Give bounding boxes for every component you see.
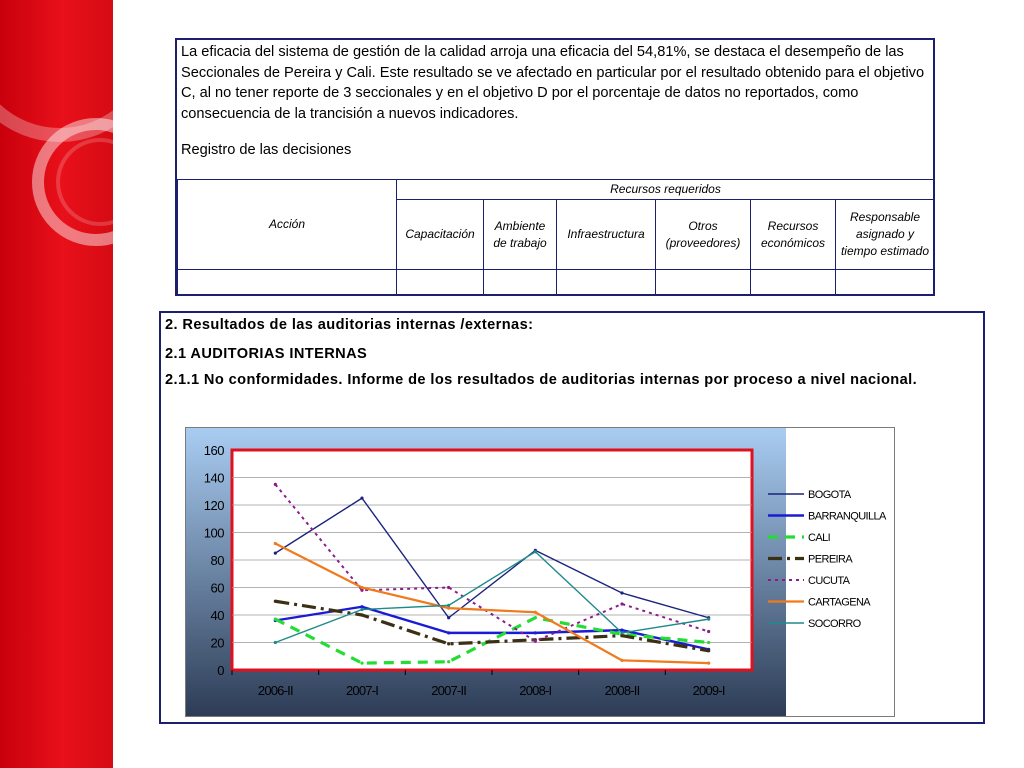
data-point-cucuta [360,589,363,592]
data-point-cartagena [360,586,363,589]
table-cell [484,270,557,295]
chart-frame [185,427,895,717]
data-point-pereira [447,642,450,645]
efficacy-paragraph: La eficacia del sistema de gestión de la calidad arroja una eficacia del 54,81%, se destaca el desempeño de las Seccionales de Pereira y Cali. Este resultado se ve afectado en particular por el resultado obtenido para el objetivo C, al no tener reporte de 3 seccionales y en el objetivo D por el porcentaje de datos no reportados, como consecuencia de la trancisión a nuevos indicadores. [181,44,925,122]
legend-label-cartagena: CARTAGENA [808,596,871,609]
audit-results-box [159,311,985,724]
audit-heading: 2. Resultados de las auditorias internas /externas: [165,317,534,333]
y-tick-label: 120 [203,498,224,513]
data-point-cucuta [534,640,537,643]
recursos-requeridos-header: Recursos requeridos [397,180,935,200]
table-cell [751,270,836,295]
legend-label-bogota: BOGOTA [808,489,851,501]
data-point-cucuta [707,630,710,633]
x-tick-label: 2008-II [604,683,640,698]
col-otros-proveedores: Otros (proveedores) [656,200,751,270]
x-tick-label: 2009-I [692,683,725,698]
data-point-pereira [274,600,277,603]
x-tick-label: 2006-II [257,683,293,698]
col-responsable: Responsable asignado y tiempo estimado [836,200,935,270]
data-point-cali [707,641,710,644]
data-point-barranquilla [534,631,537,634]
data-point-bogota [447,616,450,619]
legend-label-cucuta: CUCUTA [808,575,850,587]
decorative-sidebar [0,0,113,768]
data-point-cartagena [620,659,623,662]
data-point-cartagena [534,611,537,614]
data-point-barranquilla [360,605,363,608]
table-cell [397,270,484,295]
data-point-cucuta [447,586,450,589]
decisions-label: Registro de las decisiones [181,142,352,158]
col-ambiente-trabajo: Ambiente de trabajo [484,200,557,270]
y-tick-label: 80 [210,553,224,568]
quality-summary-box [175,38,935,296]
y-tick-label: 140 [203,470,224,486]
table-cell [836,270,935,295]
data-point-cali [274,618,277,621]
y-tick-label: 0 [217,663,224,678]
y-tick-label: 160 [203,443,224,458]
data-point-socorro [447,604,450,607]
data-point-cucuta [620,602,623,605]
data-point-bogota [360,497,363,500]
table-cell [557,270,656,295]
sidebar-circles-decoration [0,0,113,768]
data-point-bogota [274,552,277,555]
legend-label-barranquilla: BARRANQUILLA [808,510,886,523]
accion-header: Acción [178,180,397,270]
data-point-bogota [620,591,623,594]
data-point-cartagena [274,542,277,545]
col-capacitacion: Capacitación [397,200,484,270]
y-tick-label: 60 [210,580,224,596]
x-tick-label: 2008-I [519,683,552,698]
data-point-pereira [620,634,623,637]
data-point-socorro [360,608,363,611]
data-point-cucuta [274,483,277,486]
y-tick-label: 40 [210,608,224,623]
y-tick-label: 100 [203,525,224,541]
col-infraestructura: Infraestructura [557,200,656,270]
data-point-socorro [274,641,277,644]
data-point-cartagena [447,607,450,610]
nonconformities-heading: 2.1.1 No conformidades. Informe de los resultados de auditorias internas por proceso a nivel nacional. [165,372,918,388]
data-point-socorro [707,618,710,621]
col-recursos-economicos: Recursos económicos [751,200,836,270]
data-point-socorro [534,550,537,553]
data-point-socorro [620,631,623,634]
decisions-table [177,179,935,295]
data-point-pereira [707,649,710,652]
table-cell [656,270,751,295]
data-point-cartagena [707,662,710,665]
data-point-cali [447,660,450,663]
legend-label-cali: CALI [808,532,831,544]
data-point-cali [534,616,537,619]
x-tick-label: 2007-II [431,683,467,698]
data-point-barranquilla [447,631,450,634]
data-point-pereira [360,613,363,616]
legend-label-pereira: PEREIRA [808,553,853,566]
x-tick-label: 2007-I [345,683,379,698]
line-chart [186,428,894,716]
data-point-cali [360,662,363,665]
y-tick-label: 20 [210,635,224,651]
internal-audits-heading: 2.1 AUDITORIAS INTERNAS [165,346,368,362]
table-cell [178,270,397,295]
legend-label-socorro: SOCORRO [808,618,861,630]
